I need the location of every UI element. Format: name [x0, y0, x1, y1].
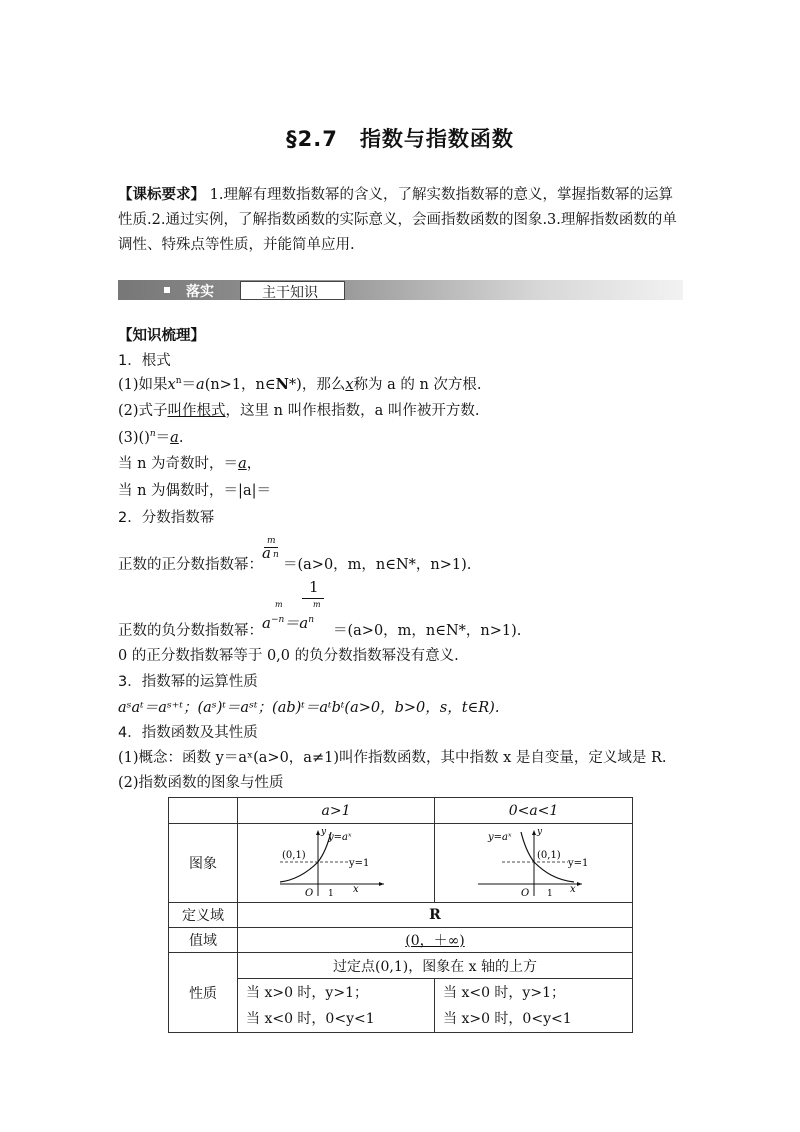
text: 当 n 为奇数时，＝ [118, 456, 239, 472]
sec1-line2 [118, 399, 479, 420]
answer-x: x [345, 377, 354, 393]
answer-a: a [170, 430, 179, 446]
point-label: (0,1) [536, 850, 561, 861]
exp-m: m [313, 600, 321, 609]
col-header-a-lt-1: 0<a<1 [435, 798, 633, 824]
frac-numer: 1 [309, 578, 319, 596]
point-label: (0,1) [282, 850, 306, 861]
prop-common: 过定点(0,1)，图象在 x 轴的上方 [238, 953, 633, 979]
row-label-graph: 图象 [169, 824, 238, 903]
tick-label: 1 [546, 889, 553, 899]
origin-label: O [520, 888, 529, 899]
text: *)，那么 [288, 377, 346, 393]
y-arrow-icon [532, 830, 536, 835]
graph-increasing [238, 824, 435, 903]
requirements-label: 【课标要求】 [118, 187, 205, 203]
y-label: y [321, 827, 327, 837]
sec1-title: 1．根式 [118, 353, 171, 369]
text: (2)式子 [118, 403, 168, 419]
sec2-pos-cond: ＝(a>0，m，n∈N*，n>1). [283, 557, 472, 573]
graph-decreasing [435, 824, 633, 903]
text: (3)() [118, 430, 150, 446]
answer-radical: 叫作根式 [167, 403, 226, 419]
exp-function-table [168, 797, 633, 1033]
sec1-line3: (3)()$^n$＝a. [118, 429, 184, 446]
origin-label: O [305, 888, 314, 899]
prop-inc-1: 当 x>0 时，y>1； [238, 979, 435, 1005]
sec2-neg-cond: ＝(a>0，m，n∈N*，n>1). [333, 623, 522, 639]
prop-dec-2: 当 x>0 时，0<y<1 [435, 1005, 633, 1033]
fraction-bar [302, 598, 324, 599]
sec2-zero: 0 的正分数指数幂等于 0,0 的负分数指数幂没有意义. [118, 648, 459, 664]
text: (n>1，n∈ [204, 377, 276, 393]
banner-label-left: 落实 [186, 284, 214, 300]
sec2-pos-label: 正数的正分数指数幂： [118, 557, 263, 573]
sec2-neg-label: 正数的负分数指数幂： [118, 623, 263, 639]
knowledge-label: 【知识梳理】 [118, 328, 205, 344]
neg-expr: $a^{-n}=a^n$ [262, 614, 315, 632]
row-label-range: 值域 [169, 928, 238, 953]
curriculum-requirements [118, 183, 683, 258]
graph-a-lt-1 [474, 826, 594, 900]
requirements-text: 1.理解有理数指数幂的含义，了解实数指数幂的意义，掌握指数幂的运算性质.2.通过实例，了解指数函数的实际意义，会画指数函数的图象.3.理解指数函数的单调性、特殊点等性质，并能简单应用. [118, 187, 677, 253]
sec4-title: 4．指数函数及其性质 [118, 725, 258, 741]
hline-label: y=1 [349, 858, 370, 869]
sec3-title: 3．指数幂的运算性质 [118, 674, 258, 690]
text: ，这里 n 叫作根指数，a 叫作被开方数. [225, 403, 480, 419]
sec3-line: aˢaᵗ＝aˢ⁺ᵗ；(aˢ)ᵗ＝aˢᵗ；(ab)ᵗ＝aᵗbᵗ(a>0，b>0，s，t∈R). [118, 700, 500, 716]
x-arrow-icon [577, 882, 582, 886]
y-arrow-icon [316, 830, 320, 835]
tick-label: 1 [328, 889, 334, 899]
curve-label: y=aˣ [487, 832, 512, 843]
x-arrow-icon [379, 882, 384, 886]
exp-m: m [275, 600, 283, 609]
answer-a: a [238, 456, 247, 472]
x-label: x [353, 884, 359, 895]
sec4-line1: (1)概念：函数 y＝aˣ(a>0，a≠1)叫作指数函数，其中指数 x 是自变量，定义域是 R. [118, 750, 667, 766]
text: ＝ [181, 377, 197, 393]
text: ＝ [155, 430, 171, 446]
range-value: (0，＋∞) [238, 928, 633, 953]
y-label: y [536, 827, 542, 837]
prop-dec-1: 当 x<0 时，y>1； [435, 979, 633, 1005]
row-label-props: 性质 [169, 953, 238, 1033]
sec1-line5: 当 n 为偶数时，＝|a|＝ [118, 483, 271, 499]
page-title: §2.7 指数与指数函数 [286, 127, 514, 151]
col-header-a-gt-1: a>1 [238, 798, 435, 824]
hline-label: y=1 [567, 858, 588, 869]
banner-label-right: 主干知识 [262, 285, 318, 301]
x-label: x [569, 884, 576, 895]
curve-label: y=aˣ [328, 832, 352, 843]
sec1-line4: 当 n 为奇数时，＝a， [118, 456, 262, 472]
row-label-domain: 定义域 [169, 903, 238, 928]
domain-value: R [238, 903, 633, 928]
sec1-line1: (1)如果$x^n=a(n>1$，n∈N*)，那么x称为 a 的 n 次方根. [118, 376, 482, 393]
sec4-line2: (2)指数函数的图象与性质 [118, 775, 284, 791]
exp-n: n [273, 550, 279, 560]
banner-square-icon [164, 287, 170, 293]
text: 称为 a 的 n 次方根. [353, 377, 482, 393]
base-a: a [262, 544, 271, 562]
graph-a-gt-1 [276, 826, 396, 900]
exp-m: m [267, 536, 276, 546]
table-corner [169, 798, 238, 824]
prop-inc-2: 当 x<0 时，0<y<1 [238, 1005, 435, 1033]
text: (1)如果 [118, 377, 168, 393]
sec2-title: 2．分数指数幂 [118, 510, 215, 526]
